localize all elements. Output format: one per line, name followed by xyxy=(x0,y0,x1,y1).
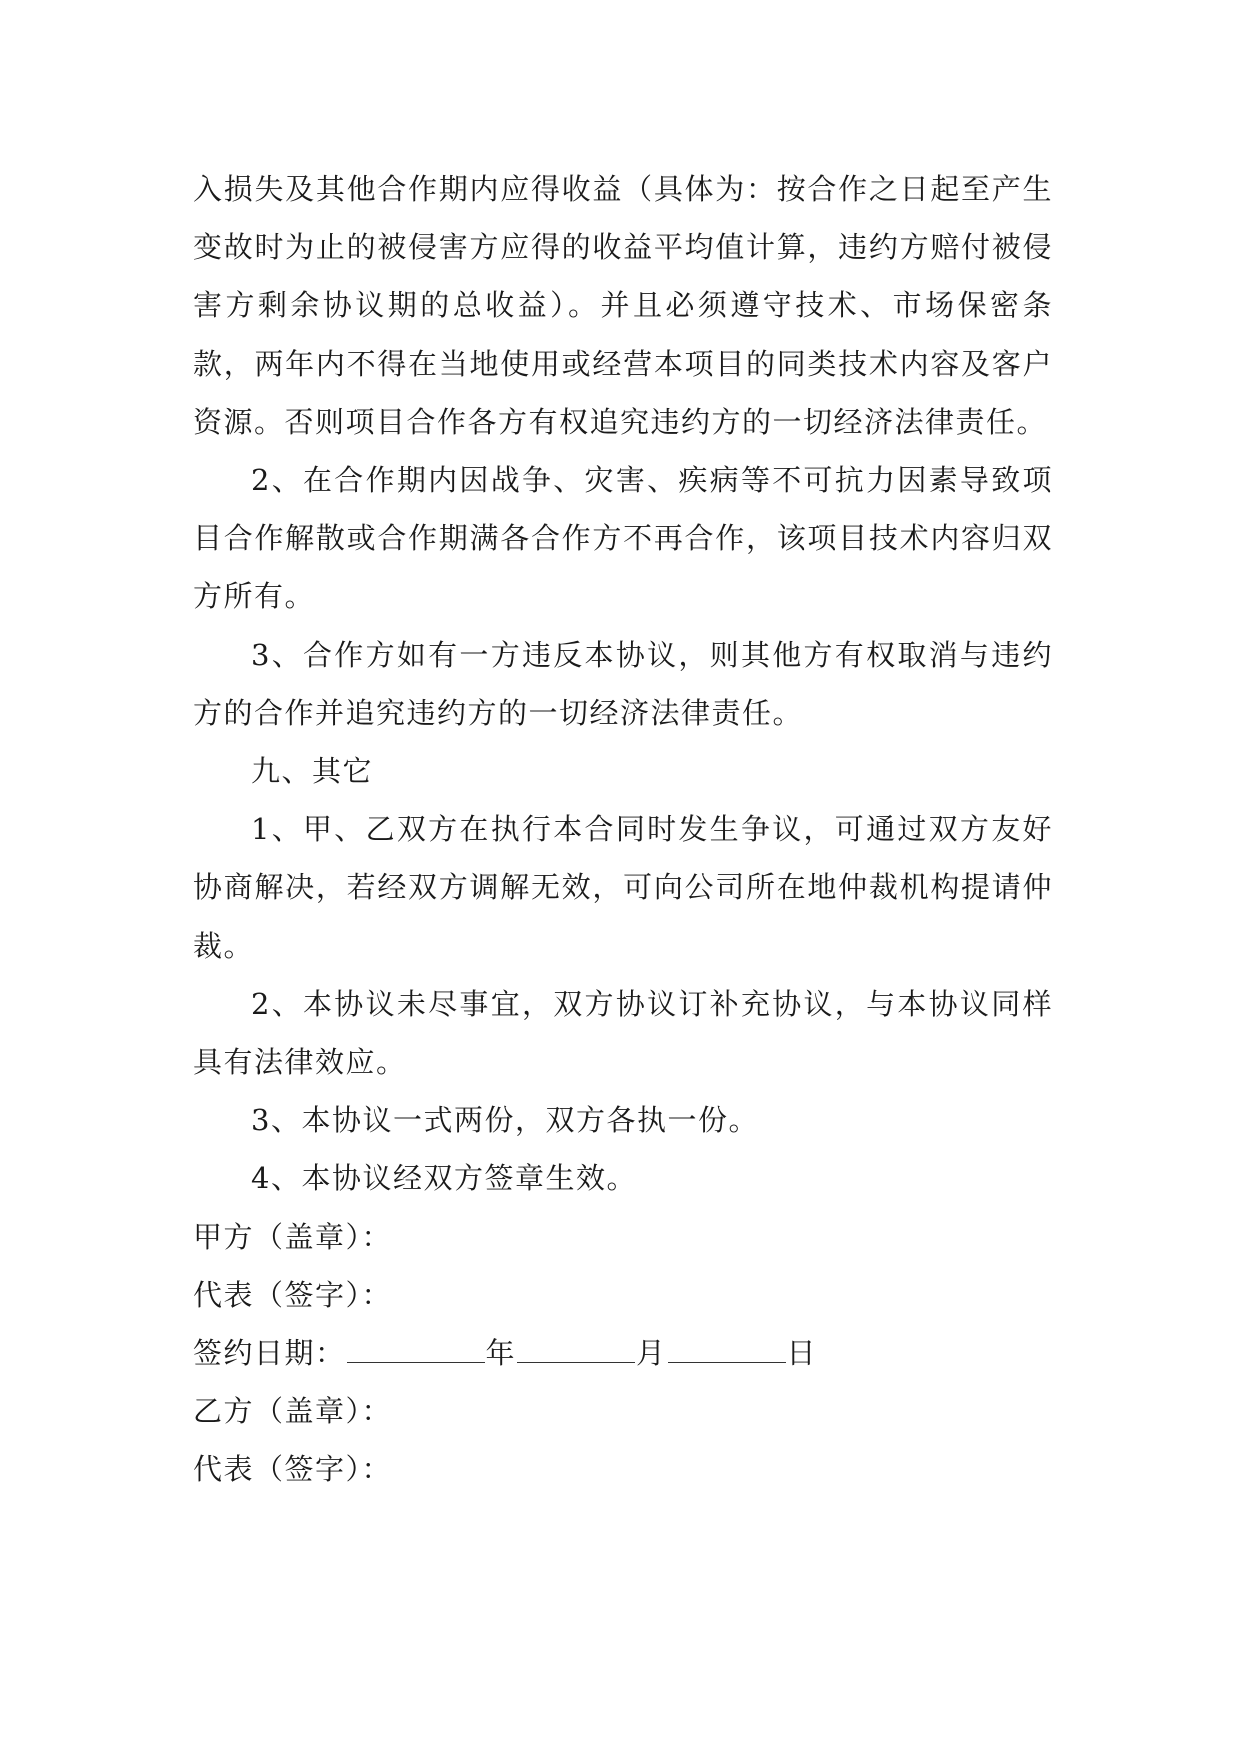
day-blank[interactable] xyxy=(668,1336,786,1363)
party-a-seal-line xyxy=(193,1208,1053,1266)
party-a-seal-label: 甲方（盖章）： xyxy=(193,1219,393,1254)
month-blank[interactable] xyxy=(517,1336,635,1363)
party-a-rep-line xyxy=(193,1266,1053,1324)
paragraph-supplement: 2、本协议未尽事宜，双方协议订补充协议，与本协议同样具有法律效应。 xyxy=(193,986,1053,1080)
paragraph-effective: 4、本协议经双方签章生效。 xyxy=(251,1161,637,1196)
document-body xyxy=(193,160,1053,1499)
party-b-rep-line xyxy=(193,1440,1053,1498)
year-label: 年 xyxy=(485,1336,517,1371)
sign-date-line xyxy=(193,1324,1053,1382)
paragraph-breach-compensation: 入损失及其他合作期内应得收益（具体为：按合作之日起至产生变故时为止的被侵害方应得的收益平均值计算，违约方赔付被侵害方剩余协议期的总收益）。并且必须遵守技术、市场保密条款，两年内不得在当地使用或经营本项目的同类技术内容及客户资源。否则项目合作各方有权追究违约方的一切经济法律责任。 xyxy=(193,172,1053,439)
month-label: 月 xyxy=(636,1336,667,1371)
paragraph-termination: 3、合作方如有一方违反本协议，则其他方有权取消与违约方的合作并追究违约方的一切经济法律责任。 xyxy=(193,637,1053,730)
paragraph-copies: 3、本协议一式两份，双方各执一份。 xyxy=(251,1103,759,1138)
year-blank[interactable] xyxy=(347,1336,485,1363)
paragraph-force-majeure: 2、在合作期内因战争、灾害、疾病等不可抗力因素导致项目合作解散或合作期满各合作方不再合作，该项目技术内容归双方所有。 xyxy=(193,463,1053,614)
party-b-seal-label: 乙方（盖章）： xyxy=(193,1394,393,1429)
party-b-seal-line xyxy=(193,1382,1053,1440)
party-b-rep-label: 代表（签字）： xyxy=(193,1452,393,1487)
sign-date-label: 签约日期： xyxy=(193,1336,346,1371)
party-a-rep-label: 代表（签字）： xyxy=(193,1277,393,1312)
paragraph-dispute: 1、甲、乙双方在执行本合同时发生争议，可通过双方友好协商解决，若经双方调解无效，可向公司所在地仲裁机构提请仲裁。 xyxy=(193,812,1053,963)
section-heading-other: 九、其它 xyxy=(251,754,374,789)
day-label: 日 xyxy=(786,1336,818,1371)
